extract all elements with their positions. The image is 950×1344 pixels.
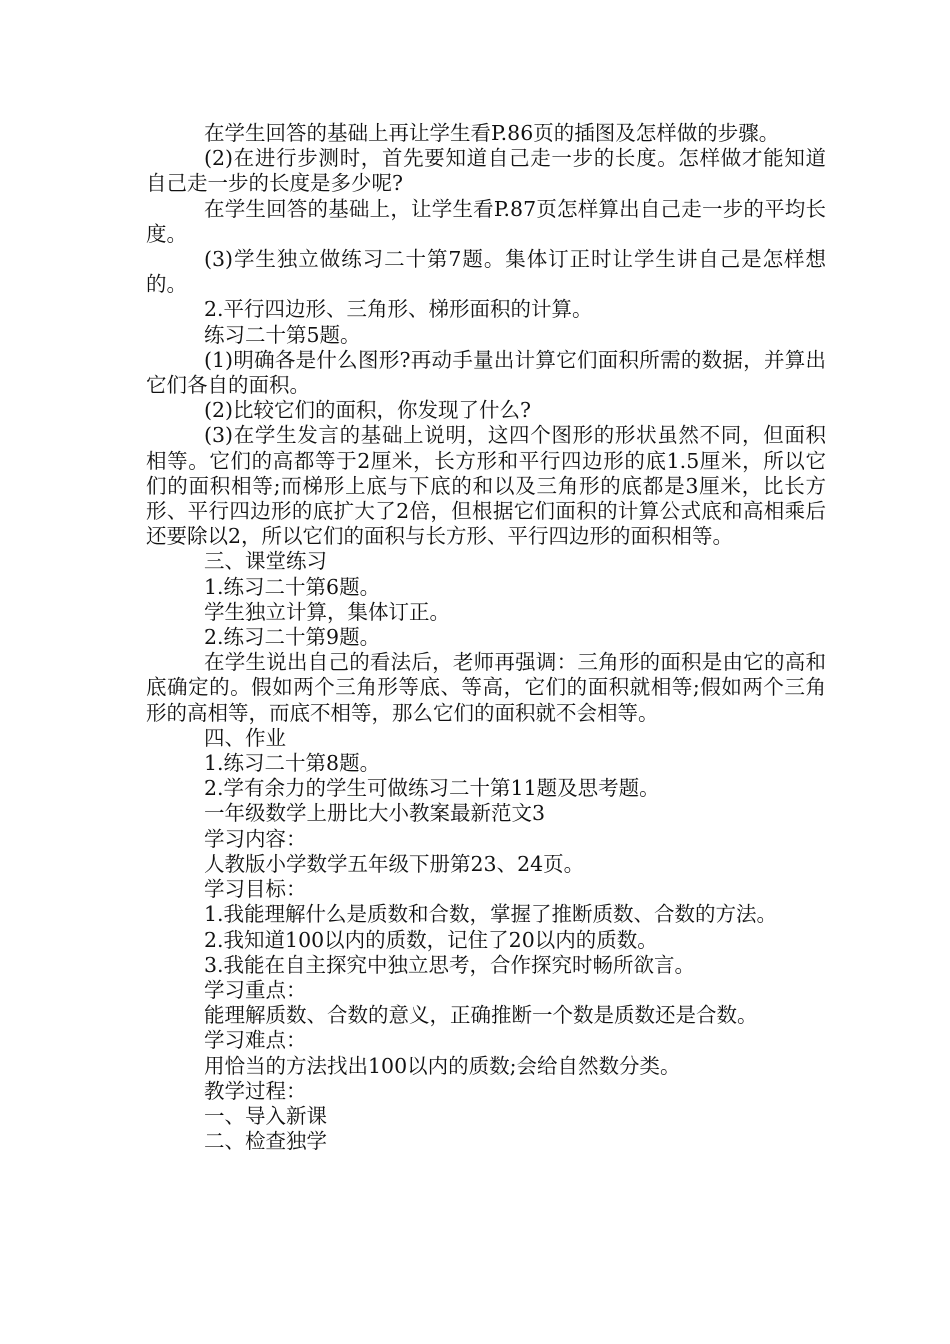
paragraph: 人教版小学数学五年级下册第23、24页。	[204, 851, 585, 876]
document-body	[146, 121, 826, 1154]
paragraph: 2.学有余力的学生可做练习二十第11题及思考题。	[204, 776, 660, 801]
paragraph: 2.练习二十第9题。	[204, 625, 381, 650]
paragraph: 练习二十第5题。	[204, 322, 361, 347]
paragraph: 3.我能在自主探究中独立思考，合作探究时畅所欲言。	[204, 952, 696, 977]
section-heading: 2.平行四边形、三角形、梯形面积的计算。	[204, 297, 593, 322]
document-title: 一年级数学上册比大小教案最新范文3	[204, 801, 546, 826]
section-heading: 学习重点：	[204, 977, 307, 1002]
section-heading: 二、检查独学	[204, 1129, 327, 1154]
paragraph: 1.我能理解什么是质数和合数，掌握了推断质数、合数的方法。	[204, 902, 778, 927]
paragraph: 用恰当的方法找出100以内的质数;会给自然数分类。	[204, 1053, 681, 1078]
section-heading: 一、导入新课	[204, 1103, 327, 1128]
paragraph: 1.练习二十第8题。	[204, 751, 381, 776]
section-heading: 学习目标：	[204, 877, 307, 902]
paragraph: 2.我知道100以内的质数，记住了20以内的质数。	[204, 927, 658, 952]
paragraph: (3)学生独立做练习二十第7题。集体订正时让学生讲自己是怎样想的。	[146, 247, 826, 297]
paragraph: 在学生回答的基础上，让学生看P.87页怎样算出自己走一步的平均长度。	[146, 196, 826, 246]
section-heading: 学习内容：	[204, 826, 307, 851]
paragraph: (2)在进行步测时，首先要知道自己走一步的长度。怎样做才能知道自己走一步的长度是多少呢?	[146, 146, 826, 196]
paragraph: 1.练习二十第6题。	[204, 574, 381, 599]
section-heading: 三、课堂练习	[204, 549, 327, 574]
paragraph: 在学生说出自己的看法后，老师再强调：三角形的面积是由它的高和底确定的。假如两个三角形等底、等高，它们的面积就相等;假如两个三角形的高相等，而底不相等，那么它们的面积就不会相等。	[146, 650, 826, 725]
section-heading: 学习难点：	[204, 1028, 307, 1053]
section-heading: 四、作业	[204, 725, 286, 750]
section-heading: 教学过程：	[204, 1078, 307, 1103]
paragraph: (2)比较它们的面积，你发现了什么?	[204, 398, 532, 423]
paragraph: 能理解质数、合数的意义，正确推断一个数是质数还是合数。	[204, 1003, 758, 1028]
paragraph: 学生独立计算，集体订正。	[204, 599, 450, 624]
paragraph: (3)在学生发言的基础上说明，这四个图形的形状虽然不同，但面积相等。它们的高都等于2厘米，长方形和平行四边形的底1.5厘米，所以它们的面积相等;而梯形上底与下底的和以及三角形的底都是3厘米，比长方形、平行四边形的底扩大了2倍，但根据它们面积的计算公式底和高相乘后还要除以2，所以它们的面积与长方形、平行四边形的面积相等。	[146, 423, 826, 549]
paragraph: (1)明确各是什么图形?再动手量出计算它们面积所需的数据，并算出它们各自的面积。	[146, 347, 826, 398]
paragraph: 在学生回答的基础上再让学生看P.86页的插图及怎样做的步骤。	[204, 121, 780, 145]
